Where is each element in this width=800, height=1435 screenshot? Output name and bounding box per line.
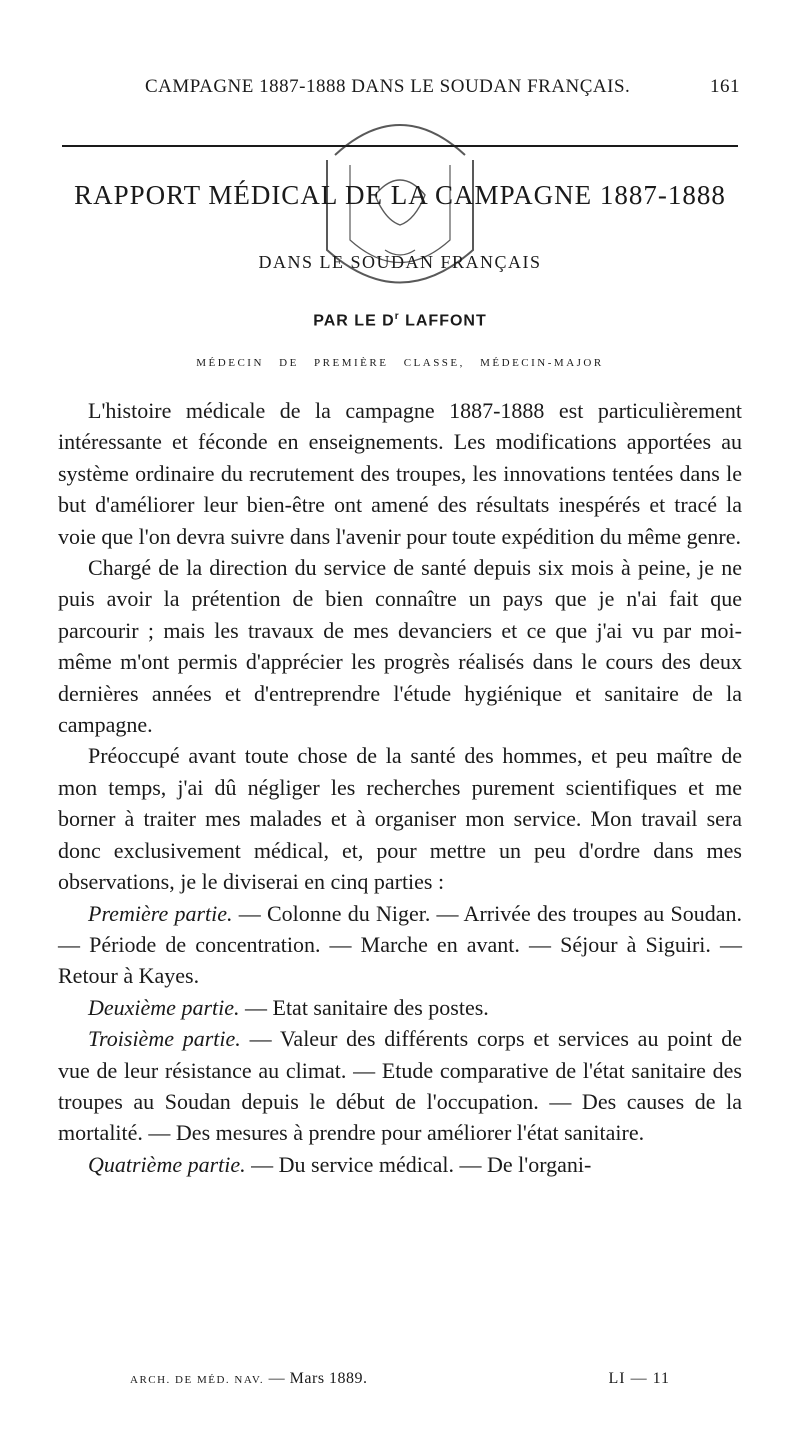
- part-2-paragraph: [58, 992, 742, 1023]
- page-number: 161: [710, 76, 740, 97]
- part-1-text: — Colonne du Niger. — Arrivée des troupes au Soudan. — Période de concentration. — Marche en avant. — Séjour à Siguiri. — Retour à Kayes.: [58, 900, 742, 989]
- article-body: [58, 395, 742, 1180]
- footer-journal: ARCH. DE MÉD. NAV.: [130, 1374, 265, 1386]
- author-name: LAFFONT: [399, 312, 487, 330]
- part-1-label: Première partie.: [88, 900, 233, 926]
- part-3-text: — Valeur des différents corps et services au point de vue de leur résistance au climat. — Etude comparative de l'état sanitaire des troupes au Soudan depuis le début de l'occupation. — Des causes de la mortalité. — Des mesures à prendre pour améliorer l'état sanitaire.: [58, 1026, 742, 1146]
- part-2-label: Deuxième partie.: [88, 994, 240, 1020]
- author-prefix-sup: r: [394, 311, 400, 322]
- paragraph-1: L'histoire médicale de la campagne 1887-1888 est particulièrement intéressante et féconde en enseignements. Les modifications apportées au système ordinaire du recrutement des troupes, les innovations tentées dans le but d'améliorer leur bien-être ont amené des résultats inespérés et tracé la voie que l'on devra suivre dans l'avenir pour toute expédition du même genre.: [58, 398, 742, 549]
- article-subtitle: DANS LE SOUDAN FRANÇAIS: [258, 252, 542, 272]
- footer-date: — Mars 1889.: [264, 1370, 368, 1387]
- part-1-paragraph: [58, 898, 742, 992]
- running-head-text: CAMPAGNE 1887-1888 DANS LE SOUDAN FRANÇAIS.: [145, 76, 631, 97]
- part-4-text: — Du service médical. — De l'organi-: [245, 1151, 592, 1177]
- part-3-paragraph: [58, 1023, 742, 1149]
- author-line: [60, 311, 740, 330]
- author-prefix: PAR LE D: [313, 312, 395, 330]
- author-title: MÉDECIN DE PREMIÈRE CLASSE, MÉDECIN-MAJOR: [196, 357, 604, 369]
- part-2-text: — Etat sanitaire des postes.: [239, 994, 489, 1020]
- part-3-label: Troisième partie.: [88, 1026, 241, 1052]
- part-4-paragraph: [58, 1149, 742, 1180]
- stamp-arc-top: [335, 125, 465, 155]
- paragraph-2: Chargé de la direction du service de santé depuis six mois à peine, je ne puis avoir la prétention de bien connaître un pays que je n'ai fait que parcourir ; mais les travaux de mes devanciers et ce que j'ai vu par moi-même m'ont permis d'apprécier les progrès réalisés dans le cours des deux dernières années et d'entreprendre l'étude hygiénique et sanitaire de la campagne.: [58, 555, 742, 738]
- paragraph-3: Préoccupé avant toute chose de la santé des hommes, et peu maître de mon temps, j'ai dû négliger les recherches purement scientifiques et me borner à traiter mes malades et à organiser mon service. Mon travail sera donc exclusivement médical, et, pour mettre un peu d'ordre dans mes observations, je le diviserai en cinq parties :: [58, 743, 742, 895]
- footer-citation: [130, 1370, 368, 1388]
- part-4-label: Quatrième partie.: [88, 1151, 246, 1177]
- footer-volume: LI — 11: [608, 1370, 670, 1387]
- article-title: RAPPORT MÉDICAL DE LA CAMPAGNE 1887-1888: [74, 180, 726, 210]
